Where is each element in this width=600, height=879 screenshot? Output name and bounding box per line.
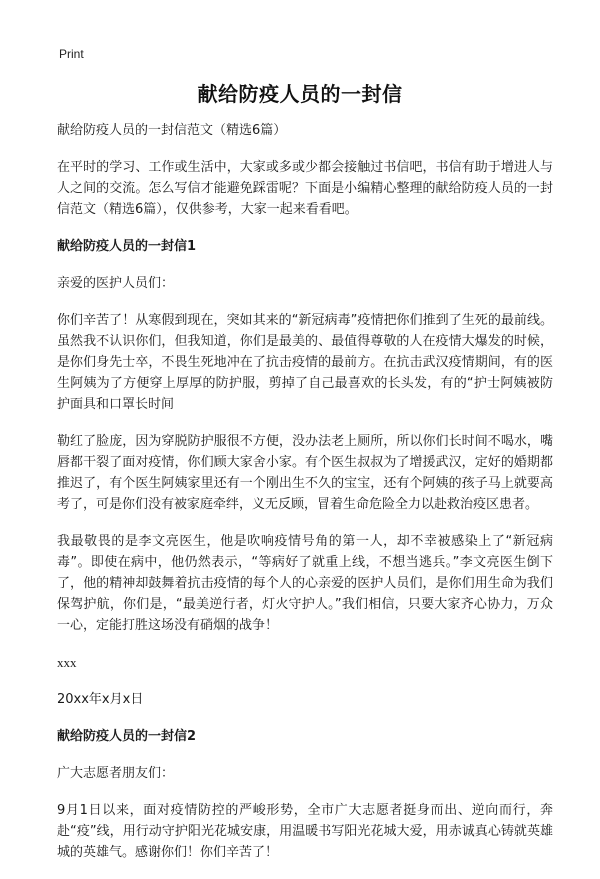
letter1-paragraph-2: 勒红了脸庞，因为穿脱防护服很不方便，没办法老上厕所，所以你们长时间不喝水，嘴唇都干裂了面对疫情，你们顾大家舍小家。有个医生叔叔为了增援武汉，定好的婚期都推迟了，有个医生阿姨家里还有一个刚出生不久的宝宝，还有个阿姨的孩子马上就要高考了，可是你们没有被家庭牵绊，义无反顾，冒着生命危险全力以赴救治疫区患者。 [57, 434, 553, 512]
article-body [57, 120, 553, 879]
letter1-paragraph-1: 你们辛苦了！从寒假到现在，突如其来的“新冠病毒”疫情把你们推到了生死的最前线。虽然我不认识你们，但我知道，你们是最美的、最值得尊敬的人在疫情大爆发的时候，是你们身先士卒，不畏生死地冲在了抗击疫情的最前方。在抗击武汉疫情期间，有的医生阿姨为了方便穿上厚厚的防护服，剪掉了自己最喜欢的长头发，有的“护士阿姨被防护面具和口罩长时间 [57, 313, 553, 412]
letter1-salutation: 亲爱的医护人员们： [57, 276, 175, 291]
letter1-paragraph-3: 我最敬畏的是李文亮医生，他是吹响疫情号角的第一人，却不幸被感染上了“新冠病毒”。即使在病中，他仍然表示，“等病好了就重上线，不想当逃兵。”李文亮医生倒下了，他的精神却鼓舞着抗击疫情的每个人的心亲爱的医护人员们，是你们用生命为我们保驾护航，你们是，“最美逆行者，灯火守护人。”我们相信，只要大家齐心协力，万众一心，定能打胜这场没有硝烟的战争！ [57, 534, 553, 633]
intro-paragraph: 在平时的学习、工作或生活中，大家或多或少都会接触过书信吧，书信有助于增进人与人之间的交流。怎么写信才能避免踩雷呢？下面是小编精心整理的献给防疫人员的一封信范文（精选6篇），仅供参考，大家一起来看看吧。 [57, 160, 553, 217]
letter2-heading: 献给防疫人员的一封信2 [57, 729, 197, 744]
article-subtitle: 献给防疫人员的一封信范文（精选6篇） [57, 123, 287, 138]
letter2-salutation: 广大志愿者朋友们： [57, 766, 175, 781]
letter2-paragraph-1: 9月1日以来，面对疫情防控的严峻形势，全市广大志愿者挺身而出、逆向而行，奔赴“疫”线，用行动守护阳光花城安康，用温暖书写阳光花城大爱，用赤诚真心铸就英雄城的英雄气。感谢你们！你们辛苦了！ [57, 803, 553, 860]
letter1-signature: xxx [57, 655, 77, 670]
letter1-date: 20xx年x月x日 [57, 692, 144, 707]
page-title: 献给防疫人员的一封信 [197, 82, 403, 106]
print-link[interactable]: Print [59, 47, 84, 61]
letter1-heading: 献给防疫人员的一封信1 [57, 239, 197, 254]
